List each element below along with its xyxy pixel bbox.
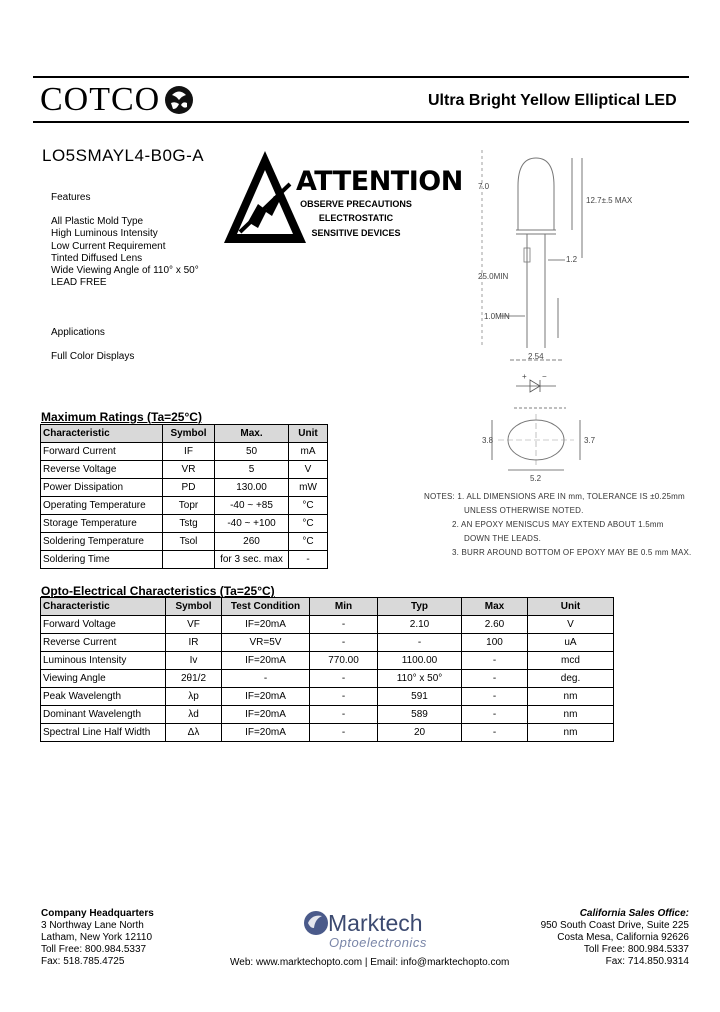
hq-line: Toll Free: 800.984.5337 bbox=[41, 944, 147, 955]
column-header: Typ bbox=[378, 598, 462, 616]
table-cell: 2.60 bbox=[462, 616, 528, 634]
ca-heading: California Sales Office: bbox=[579, 908, 689, 919]
table-cell: IF=20mA bbox=[222, 706, 310, 724]
table-cell: °C bbox=[289, 497, 328, 515]
polarity-plus-label: + bbox=[522, 372, 527, 381]
table-cell: mA bbox=[289, 443, 328, 461]
table-cell: nm bbox=[528, 724, 614, 742]
table-row bbox=[41, 688, 614, 706]
table-cell: - bbox=[289, 551, 328, 569]
table-row bbox=[41, 616, 614, 634]
table-cell: nm bbox=[528, 688, 614, 706]
table-cell: Soldering Temperature bbox=[41, 533, 163, 551]
header-top-rule bbox=[33, 76, 689, 78]
table-cell: VR=5V bbox=[222, 634, 310, 652]
table-cell: nm bbox=[528, 706, 614, 724]
table-row bbox=[41, 670, 614, 688]
features-heading: Features bbox=[51, 192, 91, 203]
marktech-logo-icon bbox=[303, 910, 329, 936]
table-cell: - bbox=[310, 616, 378, 634]
table-cell: 100 bbox=[462, 634, 528, 652]
table-row bbox=[41, 443, 328, 461]
table-cell: -40 ~ +85 bbox=[215, 497, 289, 515]
opto-title: Opto-Electrical Characteristics (Ta=25°C) bbox=[41, 584, 275, 598]
max-ratings-table bbox=[40, 424, 328, 569]
hq-heading: Company Headquarters bbox=[41, 908, 154, 919]
table-row bbox=[41, 706, 614, 724]
table-cell: Reverse Voltage bbox=[41, 461, 163, 479]
table-cell: - bbox=[462, 688, 528, 706]
table-row bbox=[41, 515, 328, 533]
application-item: Full Color Displays bbox=[51, 351, 135, 362]
table-row bbox=[41, 479, 328, 497]
table-cell: - bbox=[462, 670, 528, 688]
table-cell: -40 ~ +100 bbox=[215, 515, 289, 533]
feature-item: LEAD FREE bbox=[51, 277, 107, 289]
feature-item: Tinted Diffused Lens bbox=[51, 252, 143, 264]
table-cell: 589 bbox=[378, 706, 462, 724]
table-cell: - bbox=[462, 706, 528, 724]
attention-title: ATTENTION bbox=[296, 166, 463, 197]
table-cell: - bbox=[310, 688, 378, 706]
column-header: Max. bbox=[215, 425, 289, 443]
table-cell: 770.00 bbox=[310, 652, 378, 670]
polarity-minus-label: − bbox=[542, 372, 547, 381]
table-cell: 591 bbox=[378, 688, 462, 706]
dimension-label: 12.7±.5 MAX bbox=[586, 196, 633, 205]
hq-line: Fax: 518.785.4725 bbox=[41, 956, 125, 967]
table-cell: - bbox=[462, 652, 528, 670]
table-cell: for 3 sec. max bbox=[215, 551, 289, 569]
table-row bbox=[41, 634, 614, 652]
table-cell: 260 bbox=[215, 533, 289, 551]
table-cell: - bbox=[310, 706, 378, 724]
table-row bbox=[41, 497, 328, 515]
column-header: Min bbox=[310, 598, 378, 616]
column-header: Unit bbox=[289, 425, 328, 443]
table-cell: 110° x 50° bbox=[378, 670, 462, 688]
esd-warning-icon bbox=[222, 148, 308, 246]
table-header-row bbox=[41, 598, 614, 616]
table-cell: - bbox=[378, 634, 462, 652]
company-headquarters bbox=[41, 908, 154, 968]
feature-item: All Plastic Mold Type bbox=[51, 216, 144, 227]
cotco-logo bbox=[40, 83, 160, 117]
note-line: 2. AN EPOXY MENISCUS MAY EXTEND ABOUT 1.5mm bbox=[452, 520, 664, 529]
table-cell: IR bbox=[166, 634, 222, 652]
table-cell: Δλ bbox=[166, 724, 222, 742]
table-cell: - bbox=[310, 724, 378, 742]
marktech-subbrand: Optoelectronics bbox=[329, 935, 427, 950]
column-header: Max bbox=[462, 598, 528, 616]
california-sales-office bbox=[541, 908, 689, 968]
dimension-label: 3.8 bbox=[482, 436, 494, 445]
hq-line: Latham, New York 12110 bbox=[41, 932, 153, 943]
table-cell: Power Dissipation bbox=[41, 479, 163, 497]
dimension-label: 25.0MIN bbox=[478, 272, 509, 281]
table-cell bbox=[163, 551, 215, 569]
header-bottom-rule bbox=[33, 121, 689, 123]
table-cell: VF bbox=[166, 616, 222, 634]
logo-text: COTCO bbox=[40, 81, 161, 118]
table-header-row bbox=[41, 425, 328, 443]
table-row bbox=[41, 533, 328, 551]
table-cell: Tstg bbox=[163, 515, 215, 533]
note-line: UNLESS OTHERWISE NOTED. bbox=[464, 506, 584, 515]
column-header: Symbol bbox=[166, 598, 222, 616]
ca-line: Costa Mesa, California 92626 bbox=[557, 932, 689, 943]
ca-line: Fax: 714.850.9314 bbox=[605, 956, 689, 967]
table-cell: 50 bbox=[215, 443, 289, 461]
table-row bbox=[41, 551, 328, 569]
column-header: Symbol bbox=[163, 425, 215, 443]
table-cell: Tsol bbox=[163, 533, 215, 551]
table-cell: - bbox=[462, 724, 528, 742]
feature-item: Wide Viewing Angle of 110° x 50° bbox=[51, 265, 199, 277]
dimension-label: 1.2 bbox=[566, 255, 578, 264]
table-cell: V bbox=[528, 616, 614, 634]
dimension-label: 3.7 bbox=[584, 436, 596, 445]
table-cell: Topr bbox=[163, 497, 215, 515]
drawing-notes bbox=[424, 493, 690, 563]
ca-line: 950 South Coast Drive, Suite 225 bbox=[540, 920, 689, 931]
note-line: DOWN THE LEADS. bbox=[464, 534, 542, 543]
attention-line: SENSITIVE DEVICES bbox=[311, 228, 401, 238]
table-cell: - bbox=[222, 670, 310, 688]
features-list bbox=[51, 216, 199, 290]
table-cell: Storage Temperature bbox=[41, 515, 163, 533]
table-row bbox=[41, 652, 614, 670]
table-cell: IF bbox=[163, 443, 215, 461]
column-header: Test Condition bbox=[222, 598, 310, 616]
table-cell: 20 bbox=[378, 724, 462, 742]
dimension-label: 2.54 bbox=[528, 352, 544, 361]
table-cell: PD bbox=[163, 479, 215, 497]
table-cell: 2θ1/2 bbox=[166, 670, 222, 688]
table-cell: Viewing Angle bbox=[41, 670, 166, 688]
table-cell: IF=20mA bbox=[222, 724, 310, 742]
table-cell: V bbox=[289, 461, 328, 479]
cotco-logo-mark-icon bbox=[160, 84, 198, 116]
note-line: 3. BURR AROUND BOTTOM OF EPOXY MAY BE 0.5 mm MAX. bbox=[452, 548, 692, 557]
table-cell: Operating Temperature bbox=[41, 497, 163, 515]
table-cell: Reverse Current bbox=[41, 634, 166, 652]
table-cell: mW bbox=[289, 479, 328, 497]
table-cell: - bbox=[310, 670, 378, 688]
feature-item: High Luminous Intensity bbox=[51, 228, 158, 240]
web-email-line: Web: www.marktechopto.com | Email: info@marktechopto.com bbox=[230, 957, 510, 968]
table-cell: - bbox=[310, 634, 378, 652]
table-cell: Soldering Time bbox=[41, 551, 163, 569]
table-cell: Luminous Intensity bbox=[41, 652, 166, 670]
table-cell: IF=20mA bbox=[222, 652, 310, 670]
table-cell: deg. bbox=[528, 670, 614, 688]
dimension-label: 7.0 bbox=[478, 182, 490, 191]
dimension-label: 1.0MIN bbox=[484, 312, 510, 321]
table-row bbox=[41, 724, 614, 742]
applications-heading: Applications bbox=[51, 327, 105, 338]
attention-line: OBSERVE PRECAUTIONS bbox=[300, 199, 412, 209]
max-ratings-title: Maximum Ratings (Ta=25°C) bbox=[41, 410, 202, 424]
table-cell: Spectral Line Half Width bbox=[41, 724, 166, 742]
table-row bbox=[41, 461, 328, 479]
table-cell: Iv bbox=[166, 652, 222, 670]
table-cell: 2.10 bbox=[378, 616, 462, 634]
table-cell: 1100.00 bbox=[378, 652, 462, 670]
column-header: Unit bbox=[528, 598, 614, 616]
column-header: Characteristic bbox=[41, 598, 166, 616]
document-title: Ultra Bright Yellow Elliptical LED bbox=[428, 92, 677, 109]
part-number: LO5SMAYL4-B0G-A bbox=[42, 146, 205, 165]
table-cell: Dominant Wavelength bbox=[41, 706, 166, 724]
ca-line: Toll Free: 800.984.5337 bbox=[583, 944, 689, 955]
table-cell: 130.00 bbox=[215, 479, 289, 497]
table-cell: °C bbox=[289, 515, 328, 533]
table-cell: °C bbox=[289, 533, 328, 551]
feature-item: Low Current Requirement bbox=[51, 240, 166, 252]
marktech-brand: Marktech bbox=[328, 910, 423, 936]
table-cell: Forward Voltage bbox=[41, 616, 166, 634]
table-cell: Forward Current bbox=[41, 443, 163, 461]
table-cell: 5 bbox=[215, 461, 289, 479]
table-cell: uA bbox=[528, 634, 614, 652]
opto-table bbox=[40, 597, 614, 742]
column-header: Characteristic bbox=[41, 425, 163, 443]
attention-line: ELECTROSTATIC bbox=[318, 213, 394, 223]
table-cell: Peak Wavelength bbox=[41, 688, 166, 706]
table-cell: λp bbox=[166, 688, 222, 706]
hq-line: 3 Northway Lane North bbox=[41, 920, 144, 931]
table-cell: λd bbox=[166, 706, 222, 724]
table-cell: mcd bbox=[528, 652, 614, 670]
table-cell: IF=20mA bbox=[222, 616, 310, 634]
table-cell: VR bbox=[163, 461, 215, 479]
dimension-label: 5.2 bbox=[530, 474, 542, 483]
note-line: NOTES: 1. ALL DIMENSIONS ARE IN mm, TOLERANCE IS ±0.25mm bbox=[424, 492, 685, 501]
table-cell: IF=20mA bbox=[222, 688, 310, 706]
